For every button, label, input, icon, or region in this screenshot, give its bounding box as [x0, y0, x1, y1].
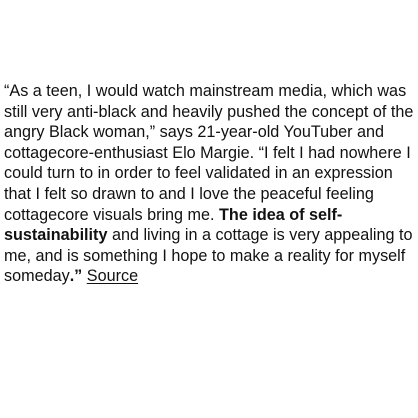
- quote-paragraph: [4, 81, 414, 287]
- quote-text-intro: “As a teen, I would watch mainstream media, which was still very anti-black and heavily pushed the concept of the angry Black woman,” says 21-year-old YouTuber and cottagecore-enthusiast Elo Margie. “I felt I had nowhere I could turn to in order to feel validated in an expression that I felt so drawn to and I love the peaceful feeling cottagecore visuals bring me.: [4, 82, 414, 224]
- quote-text-emphasis: The idea of self-sustainability: [4, 205, 343, 245]
- quote-text-rest: and living in a cottage is very appealing to me, and is something I hope to make a reality for myself someday: [4, 226, 413, 286]
- source-link[interactable]: Source: [86, 267, 139, 286]
- quote-closing-mark: .”: [69, 267, 83, 286]
